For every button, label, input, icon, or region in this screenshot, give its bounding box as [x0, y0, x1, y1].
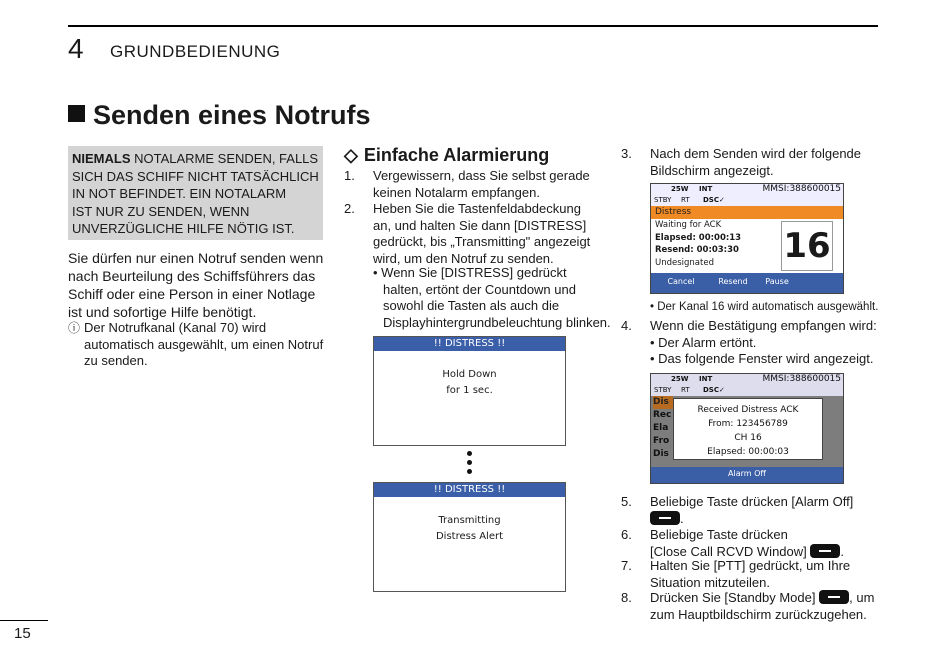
step-text: zum Hauptbildschirm zurückzugehen.: [650, 606, 867, 622]
section-title: [68, 100, 371, 131]
warning-box: [68, 146, 323, 240]
lcd-text: Undesignated: [655, 257, 714, 268]
step-2-bullet: [373, 265, 613, 331]
step-text: .: [680, 510, 684, 526]
info-line: Der Notrufkanal (Kanal 70) wird: [84, 320, 267, 335]
step-text: Situation mitzuteilen.: [650, 574, 770, 590]
step-text: .: [840, 543, 845, 559]
step-number: 4.: [621, 318, 632, 333]
bullet-text: sowohl die Tasten als auch die: [383, 298, 560, 313]
step-text: Bildschirm angezeigt.: [650, 162, 774, 178]
info-note: [68, 320, 328, 370]
screen-text: for 1 sec.: [446, 385, 493, 396]
key-button-icon: [650, 511, 680, 525]
bullet-text: Displayhintergrundbeleuchtung blinken.: [383, 314, 611, 330]
lcd-body: [651, 219, 843, 273]
lcd-distress-waiting: [650, 183, 844, 294]
lcd-int: INT: [699, 185, 713, 193]
step-number: 3.: [621, 146, 632, 161]
ellipsis-dot: [467, 460, 472, 465]
bullet-text: • Wenn Sie [DISTRESS] gedrückt: [373, 265, 567, 280]
screen-title-bar: !! DISTRESS !!: [374, 483, 565, 497]
lcd-text: Resend: 00:03:30: [655, 245, 739, 255]
lcd-background-labels: [651, 396, 673, 467]
lcd-channel-number: 16: [781, 221, 833, 271]
warning-line: SICH DAS SCHIFF NICHT TATSÄCHLICH: [72, 168, 319, 184]
softkey-pause[interactable]: Pause: [765, 277, 789, 286]
popup-text: CH 16: [734, 433, 762, 443]
step-4: [621, 318, 891, 368]
warning-line: UNVERZÜGLICHE HILFE NÖTIG IST.: [72, 221, 295, 236]
step-1: [344, 168, 609, 201]
lcd-mmsi: MMSI:388600015: [762, 374, 841, 384]
lcd-int: INT: [699, 375, 713, 383]
page-number: 15: [14, 625, 31, 642]
ellipsis-dot: [467, 451, 472, 456]
step-number: 1.: [344, 168, 355, 183]
info-icon: ⓘ: [68, 321, 81, 335]
step-number: 5.: [621, 494, 632, 509]
lcd1-note: • Der Kanal 16 wird automatisch ausgewählt.: [650, 301, 879, 313]
footer-rule: [0, 620, 48, 621]
lcd-distress-title: Distress: [651, 206, 843, 219]
step-text: keinen Notalarm empfangen.: [373, 184, 540, 200]
warning-line: NOTALARME SENDEN, FALLS: [130, 151, 319, 166]
intro-line: Schiff oder eine Person in einer Notlage: [68, 286, 316, 302]
lcd-dsc: DSC✓: [703, 196, 725, 204]
lcd-stby: STBY: [654, 386, 672, 394]
step-text: [Close Call RCVD Window]: [650, 543, 807, 559]
screen-text: Transmitting: [438, 515, 501, 526]
intro-line: nach Beurteilung des Schiffsführers das: [68, 268, 316, 284]
step-8: [621, 590, 891, 623]
section-title-text: Senden eines Notrufs: [93, 100, 371, 130]
softkey-cancel[interactable]: Cancel: [667, 277, 695, 286]
warning-line: IST NUR ZU SENDEN, WENN: [72, 203, 250, 219]
step-text: Wenn die Bestätigung empfangen wird:: [650, 318, 877, 333]
diamond-icon: ◇: [344, 145, 358, 165]
intro-line: ist und sofortige Hilfe benötigt.: [68, 304, 257, 320]
bullet-text: halten, ertönt der Countdown und: [383, 281, 576, 297]
key-button-icon: [810, 544, 840, 558]
step-number: 7.: [621, 558, 632, 573]
lcd-bg-text: Dis: [653, 449, 669, 459]
screen-text: Distress Alert: [435, 531, 504, 542]
step-2: [344, 201, 609, 267]
step-text: Beliebige Taste drücken [Alarm Off]: [650, 494, 854, 509]
square-bullet-icon: [68, 105, 85, 122]
step-number: 2.: [344, 201, 355, 216]
step-text: gedrückt, bis „Transmitting" angezeigt: [373, 234, 591, 249]
step-number: 6.: [621, 527, 632, 542]
lcd-dsc: DSC✓: [703, 386, 725, 394]
key-button-icon: [819, 590, 849, 604]
screen-transmitting: [373, 482, 566, 592]
softkey-alarm-off[interactable]: Alarm Off: [728, 469, 766, 478]
lcd-status-bar: [651, 184, 843, 206]
screen-hold-down: [373, 336, 566, 446]
lcd-stby: STBY: [654, 196, 672, 204]
lcd-text: Elapsed: 00:00:13: [655, 232, 742, 243]
lcd-power: 25W: [671, 185, 689, 193]
lcd-bg-text: Fro: [653, 436, 670, 446]
lcd-background: [651, 396, 843, 467]
step-text: Heben Sie die Tastenfeldabdeckung: [373, 201, 581, 216]
step-text: Vergewissern, dass Sie selbst gerade: [373, 168, 590, 183]
step-text: wird, um den Notruf zu senden.: [373, 250, 554, 266]
subsection-title-text: Einfache Alarmierung: [363, 145, 550, 165]
step-text: Halten Sie [PTT] gedrückt, um Ihre: [650, 558, 851, 573]
header-rule: [68, 25, 878, 27]
step-5: [621, 494, 891, 527]
lcd-mmsi: MMSI:388600015: [762, 184, 841, 194]
screen-text: Hold Down: [442, 369, 497, 380]
popup-text: Received Distress ACK: [697, 405, 799, 415]
popup-text: From: 123456789: [708, 419, 788, 429]
subsection-title: [344, 145, 549, 166]
chapter-number: 4: [68, 33, 84, 64]
ellipsis-dot: [467, 469, 472, 474]
step-text: • Das folgende Fenster wird angezeigt.: [650, 351, 874, 366]
step-text: , um: [849, 590, 875, 605]
lcd-status-bar: [651, 374, 843, 396]
step-3: [621, 146, 881, 179]
lcd-bg-text: Rec: [653, 410, 672, 420]
intro-paragraph: [68, 249, 323, 321]
step-text: Nach dem Senden wird der folgende: [650, 146, 862, 161]
screen-title-bar: !! DISTRESS !!: [374, 337, 565, 351]
chapter-title: GRUNDBEDIENUNG: [110, 42, 281, 61]
lcd-bg-text: Dis: [653, 396, 673, 409]
step-text: an, und halten Sie dann [DISTRESS]: [373, 217, 587, 233]
intro-line: Sie dürfen nur einen Notruf senden wenn: [68, 250, 324, 266]
ack-popup: [673, 398, 823, 460]
step-7: [621, 558, 891, 591]
lcd-power: 25W: [671, 375, 689, 383]
lcd-rt: RT: [681, 196, 690, 204]
step-text: Drücken Sie [Standby Mode]: [650, 590, 816, 605]
step-text: Beliebige Taste drücken: [650, 527, 788, 542]
lcd-text: Waiting for ACK: [655, 220, 722, 230]
info-line: automatisch ausgewählt, um einen Notruf: [84, 336, 324, 352]
popup-text: Elapsed: 00:00:03: [707, 447, 789, 457]
lcd-bg-text: Ela: [653, 423, 669, 433]
lcd-softkeys: [651, 275, 843, 289]
info-line: zu senden.: [84, 353, 148, 368]
warning-line: IN NOT BEFINDET. EIN NOTALARM: [72, 186, 287, 201]
warning-bold: NIEMALS: [72, 151, 131, 166]
step-6: [621, 527, 891, 560]
step-text: • Der Alarm ertönt.: [650, 334, 757, 350]
softkey-resend[interactable]: Resend: [718, 277, 748, 286]
lcd-rt: RT: [681, 386, 690, 394]
step-number: 8.: [621, 590, 632, 605]
lcd-distress-ack: [650, 373, 844, 484]
